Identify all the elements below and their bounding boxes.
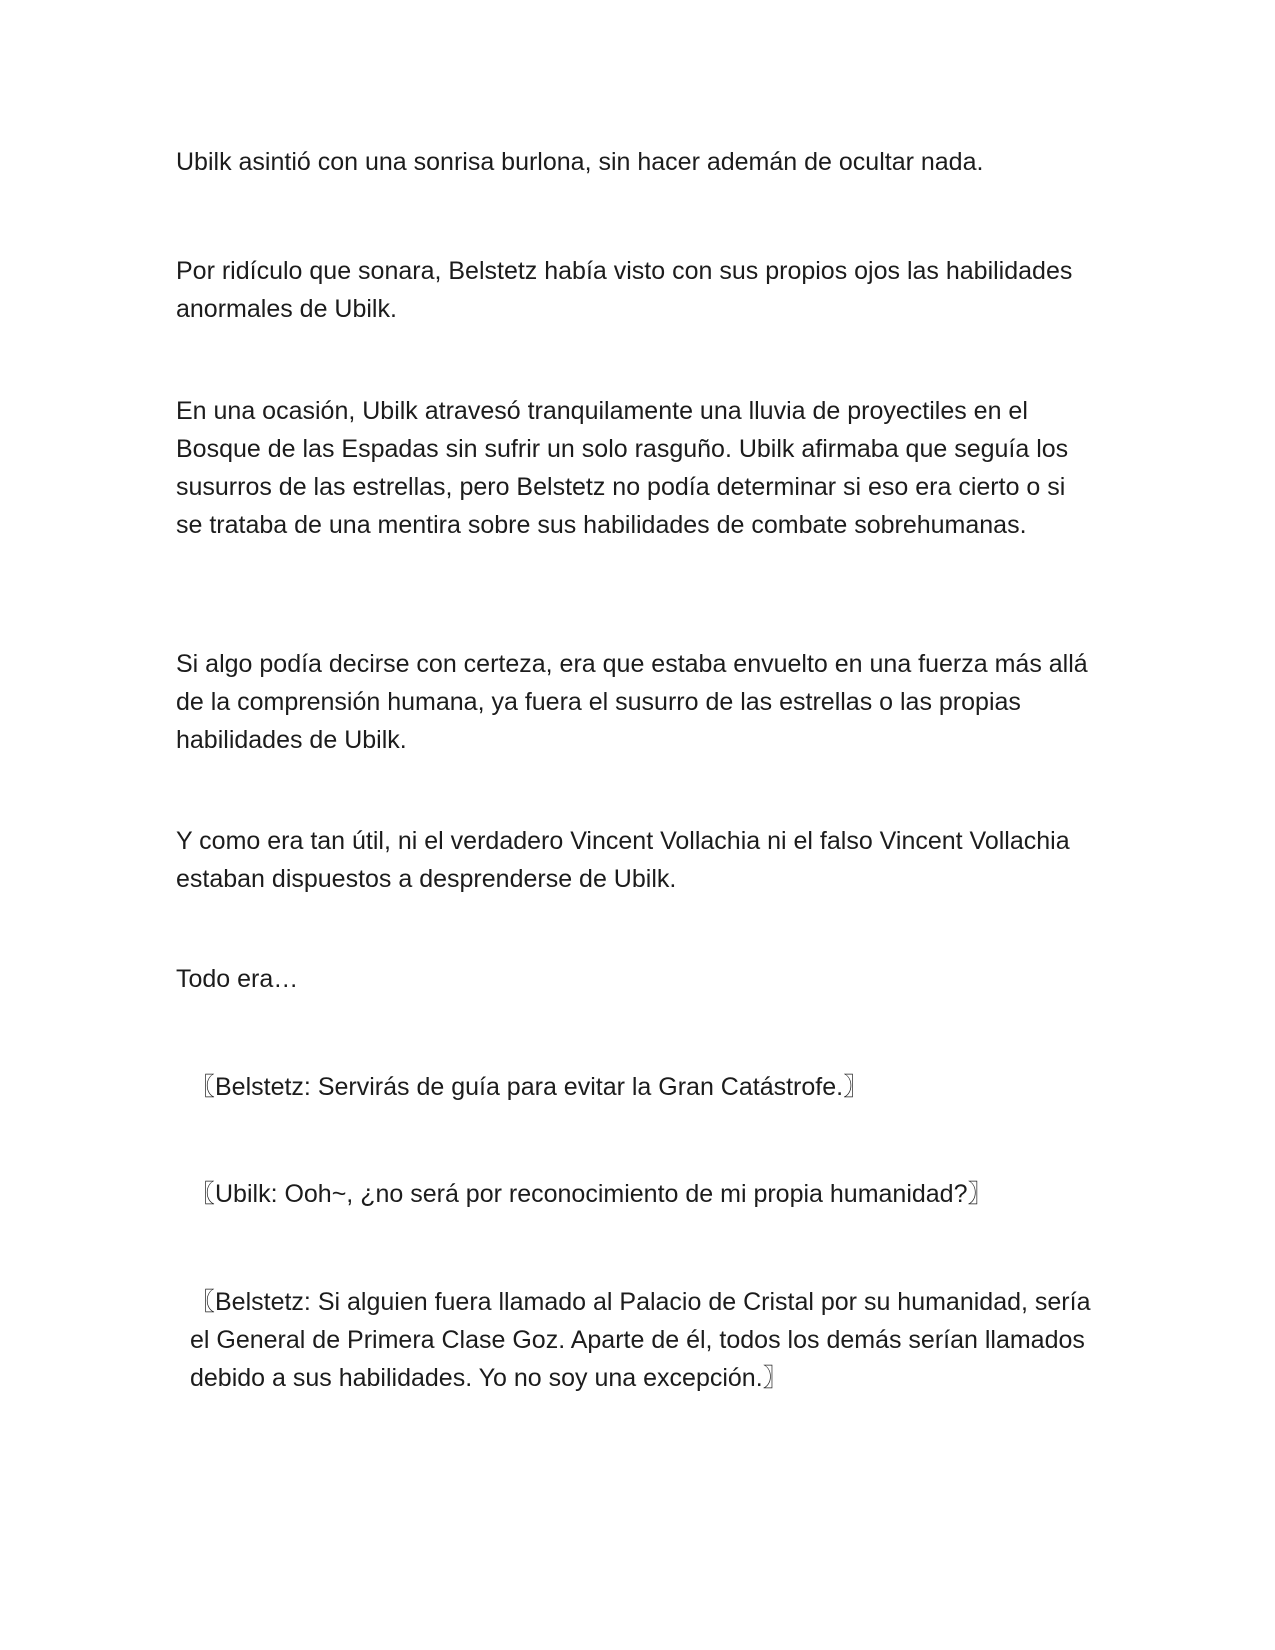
- paragraph-text: Por ridículo que sonara, Belstetz había visto con sus propios ojos las habilidades anormales de Ubilk.: [176, 257, 1080, 323]
- dialogue-text: 〖Belstetz: Si alguien fuera llamado al Palacio de Cristal por su humanidad, sería el General de Primera Clase Goz. Aparte de él, todos los demás serían llamados debido a sus habilidades. Yo no soy una excepción.〗: [190, 1288, 1098, 1392]
- dialogue-text: 〖Ubilk: Ooh~, ¿no será por reconocimiento de mi propia humanidad?〗: [190, 1180, 993, 1208]
- paragraph-text: Y como era tan útil, ni el verdadero Vincent Vollachia ni el falso Vincent Vollachia estaban dispuestos a desprenderse de Ubilk.: [176, 827, 1077, 893]
- paragraph-text: Ubilk asintió con una sonrisa burlona, sin hacer ademán de ocultar nada.: [176, 148, 984, 176]
- dialogue-belstetz-crystal-palace: [176, 1283, 1096, 1397]
- paragraph-text: Si algo podía decirse con certeza, era que estaba envuelto en una fuerza más allá de la comprensión humana, ya fuera el susurro de las estrellas o las propias habilidades de Ubilk.: [176, 650, 1095, 754]
- paragraph-text: En una ocasión, Ubilk atravesó tranquilamente una lluvia de proyectiles en el Bosque de las Espadas sin sufrir un solo rasguño. Ubilk afirmaba que seguía los susurros de las estrellas, pero Belstetz no podía determinar si eso era cierto o si se trataba de una mentira sobre sus habilidades de combate sobrehumanas.: [176, 397, 1076, 539]
- paragraph-vincent-vollachia: [176, 822, 1096, 898]
- dialogue-belstetz-guide: [176, 1068, 1096, 1106]
- paragraph-text: Todo era…: [176, 965, 299, 993]
- paragraph-abnormal-abilities: [176, 252, 1096, 328]
- dialogue-text: 〖Belstetz: Servirás de guía para evitar la Gran Catástrofe.〗: [190, 1073, 869, 1101]
- paragraph-beyond-comprehension: [176, 645, 1096, 759]
- paragraph-forest-of-swords: [176, 392, 1096, 544]
- dialogue-ubilk-humanity: [176, 1175, 1096, 1213]
- paragraph-ubilk-nods: [176, 143, 1096, 181]
- paragraph-todo-era: [176, 960, 1096, 998]
